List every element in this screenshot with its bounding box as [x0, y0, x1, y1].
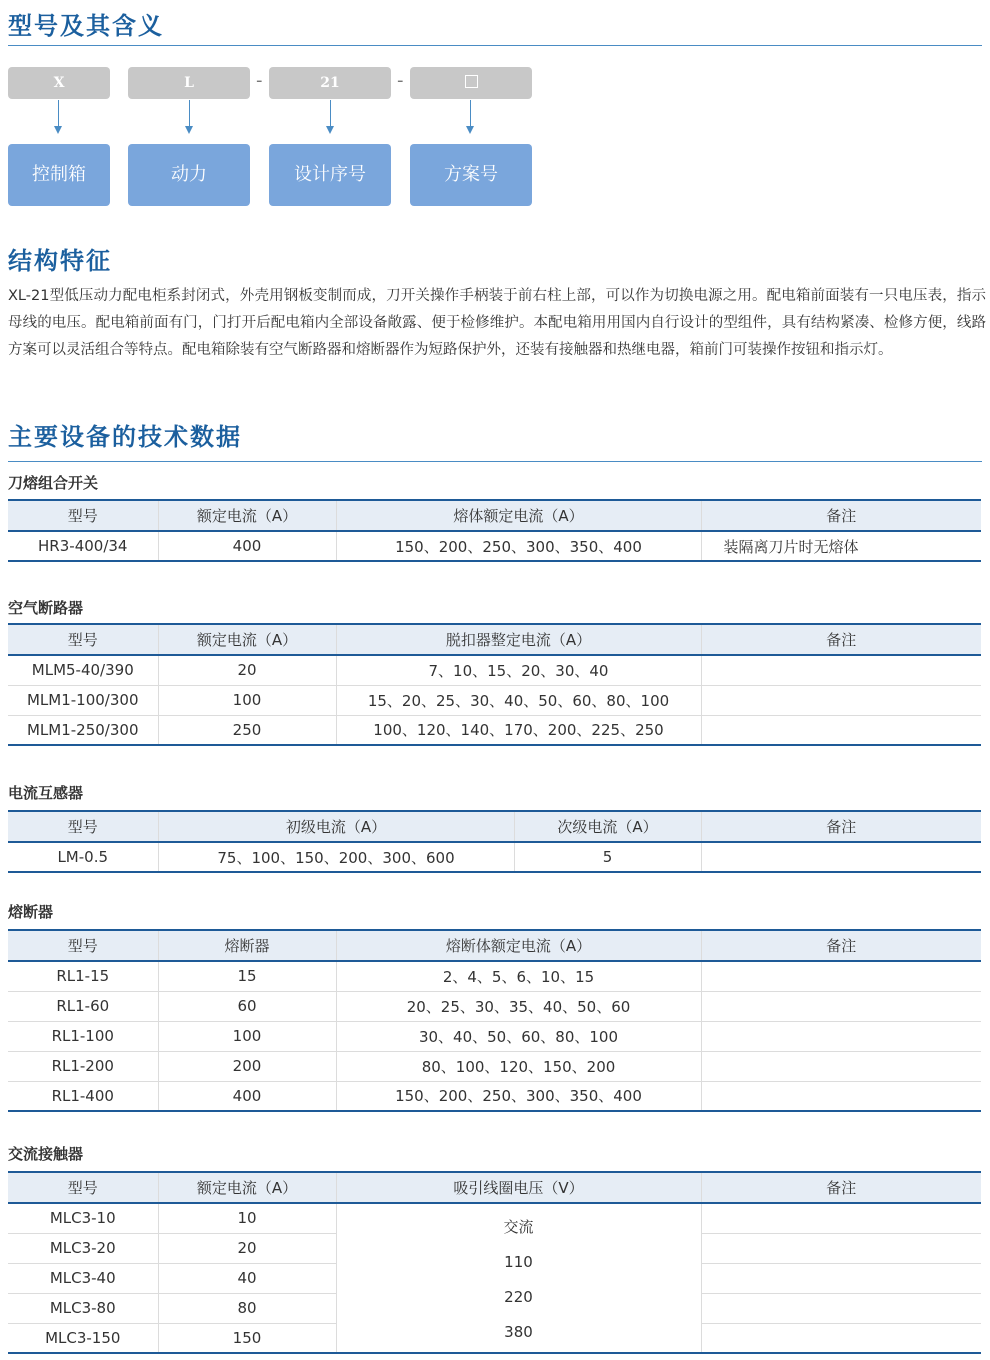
table-title-knife-fuse-switch: 刀熔组合开关	[8, 474, 99, 492]
arrow-down-icon	[189, 100, 190, 128]
table-cell: 7、10、15、20、30、40	[336, 655, 701, 685]
column-header: 型号	[8, 811, 158, 842]
code-box-x: X	[8, 67, 110, 99]
column-header: 型号	[8, 500, 158, 531]
column-header: 额定电流（A）	[158, 1172, 336, 1203]
coil-voltage-label: 交流	[503, 1218, 534, 1236]
table-cell: RL1-200	[8, 1051, 158, 1081]
table-cell: 100	[158, 685, 336, 715]
meaning-box-power: 动力	[128, 144, 250, 206]
square-placeholder-icon	[465, 75, 478, 88]
column-header: 次级电流（A）	[514, 811, 701, 842]
table-cell: 100	[158, 1021, 336, 1051]
table-cell: 200	[158, 1051, 336, 1081]
column-header: 型号	[8, 930, 158, 961]
table-cell	[701, 1021, 981, 1051]
table-cell: MLM5-40/390	[8, 655, 158, 685]
section-title-tech-data: 主要设备的技术数据	[8, 423, 242, 451]
table-cell: MLC3-20	[8, 1233, 158, 1263]
arrow-head-icon	[326, 126, 334, 134]
table-cell: 20、25、30、35、40、50、60	[336, 991, 701, 1021]
table-row	[8, 991, 981, 1021]
table-cell: 75、100、150、200、300、600	[158, 842, 514, 872]
table-cell	[701, 1323, 981, 1353]
table-cell	[701, 1081, 981, 1111]
table-cell: 100、120、140、170、200、225、250	[336, 715, 701, 745]
table-title-current-transformer: 电流互感器	[8, 784, 84, 802]
arrow-head-icon	[54, 126, 62, 134]
table-cell: LM-0.5	[8, 842, 158, 872]
table-row	[8, 961, 981, 991]
column-header: 备注	[701, 624, 981, 655]
knife-fuse-switch-table	[8, 499, 981, 562]
code-box-21: 21	[269, 67, 391, 99]
section-title-structure: 结构特征	[8, 247, 112, 275]
column-header: 型号	[8, 1172, 158, 1203]
table-cell: RL1-15	[8, 961, 158, 991]
arrow-down-icon	[470, 100, 471, 128]
column-header: 备注	[701, 500, 981, 531]
table-title-air-breaker: 空气断路器	[8, 599, 84, 617]
section-title-model: 型号及其含义	[8, 12, 164, 40]
table-cell	[701, 961, 981, 991]
section-divider	[8, 45, 982, 46]
table-cell: 80	[158, 1293, 336, 1323]
ac-contactor-table	[8, 1171, 981, 1354]
column-header: 吸引线圈电压（V）	[336, 1172, 701, 1203]
table-cell: 150、200、250、300、350、400	[336, 1081, 701, 1111]
column-header: 备注	[701, 1172, 981, 1203]
table-row	[8, 531, 981, 561]
table-cell	[701, 715, 981, 745]
table-cell: MLC3-150	[8, 1323, 158, 1353]
structure-description: XL-21型低压动力配电柜系封闭式，外壳用钢板变制而成，刀开关操作手柄装于前右柱上部，可以作为切换电源之用。配电箱前面装有一只电压表，指示母线的电压。配电箱前面有门，门打开后配电箱内全部设备敞露、便于检修维护。本配电箱用用国内自行设计的型组件，具有结构紧凑、检修方便，线路方案可以灵活组合等特点。配电箱除装有空气断路器和熔断器作为短路保护外，还装有接触器和热继电器，箱前门可装操作按钮和指示灯。	[8, 288, 986, 358]
table-cell: 80、100、120、150、200	[336, 1051, 701, 1081]
table-cell	[701, 1203, 981, 1233]
meaning-box-control: 控制箱	[8, 144, 110, 206]
table-cell: 400	[158, 531, 336, 561]
table-row	[8, 1203, 981, 1233]
table-cell: 10	[158, 1203, 336, 1233]
table-cell	[701, 842, 981, 872]
arrow-head-icon	[185, 126, 193, 134]
table-cell	[701, 1233, 981, 1263]
current-transformer-table	[8, 810, 981, 873]
table-cell: 250	[158, 715, 336, 745]
table-cell: RL1-100	[8, 1021, 158, 1051]
table-cell: 装隔离刀片时无熔体	[701, 531, 981, 561]
separator-dash: -	[397, 70, 404, 91]
table-cell	[701, 1293, 981, 1323]
table-cell: RL1-60	[8, 991, 158, 1021]
coil-voltage-cell	[336, 1203, 701, 1353]
table-row	[8, 1051, 981, 1081]
table-cell: 150	[158, 1323, 336, 1353]
column-header: 熔断体额定电流（A）	[336, 930, 701, 961]
coil-voltage-value: 380	[504, 1323, 533, 1341]
table-cell: 40	[158, 1263, 336, 1293]
table-cell: MLC3-40	[8, 1263, 158, 1293]
table-cell: MLM1-250/300	[8, 715, 158, 745]
table-cell: 20	[158, 655, 336, 685]
column-header: 熔体额定电流（A）	[336, 500, 701, 531]
table-row	[8, 842, 981, 872]
table-cell: 60	[158, 991, 336, 1021]
code-box-placeholder	[410, 67, 532, 99]
table-cell: MLM1-100/300	[8, 685, 158, 715]
column-header: 额定电流（A）	[158, 500, 336, 531]
column-header: 型号	[8, 624, 158, 655]
table-cell: 400	[158, 1081, 336, 1111]
table-row	[8, 715, 981, 745]
table-cell	[701, 685, 981, 715]
table-cell: RL1-400	[8, 1081, 158, 1111]
table-row	[8, 655, 981, 685]
column-header: 熔断器	[158, 930, 336, 961]
table-title-ac-contactor: 交流接触器	[8, 1145, 84, 1163]
table-cell: 20	[158, 1233, 336, 1263]
code-box-l: L	[128, 67, 250, 99]
column-header: 额定电流（A）	[158, 624, 336, 655]
table-cell	[701, 655, 981, 685]
table-row	[8, 1081, 981, 1111]
arrow-head-icon	[466, 126, 474, 134]
meaning-box-design-no: 设计序号	[269, 144, 391, 206]
table-cell: 15	[158, 961, 336, 991]
table-cell: MLC3-10	[8, 1203, 158, 1233]
table-cell: 30、40、50、60、80、100	[336, 1021, 701, 1051]
table-cell: 2、4、5、6、10、15	[336, 961, 701, 991]
table-cell	[701, 1051, 981, 1081]
column-header: 初级电流（A）	[158, 811, 514, 842]
column-header: 备注	[701, 930, 981, 961]
table-cell: 150、200、250、300、350、400	[336, 531, 701, 561]
arrow-down-icon	[58, 100, 59, 128]
table-cell: MLC3-80	[8, 1293, 158, 1323]
arrow-down-icon	[330, 100, 331, 128]
table-cell: 15、20、25、30、40、50、60、80、100	[336, 685, 701, 715]
coil-voltage-value: 220	[504, 1288, 533, 1306]
table-cell: HR3-400/34	[8, 531, 158, 561]
section-divider	[8, 461, 982, 462]
table-cell: 5	[514, 842, 701, 872]
column-header: 备注	[701, 811, 981, 842]
table-row	[8, 685, 981, 715]
table-row	[8, 1021, 981, 1051]
separator-dash: -	[256, 70, 263, 91]
table-cell	[701, 1263, 981, 1293]
meaning-box-scheme-no: 方案号	[410, 144, 532, 206]
table-title-fuse: 熔断器	[8, 903, 54, 921]
coil-voltage-value: 110	[504, 1253, 533, 1271]
table-cell	[701, 991, 981, 1021]
fuse-table	[8, 929, 981, 1112]
air-breaker-table	[8, 623, 981, 746]
column-header: 脱扣器整定电流（A）	[336, 624, 701, 655]
